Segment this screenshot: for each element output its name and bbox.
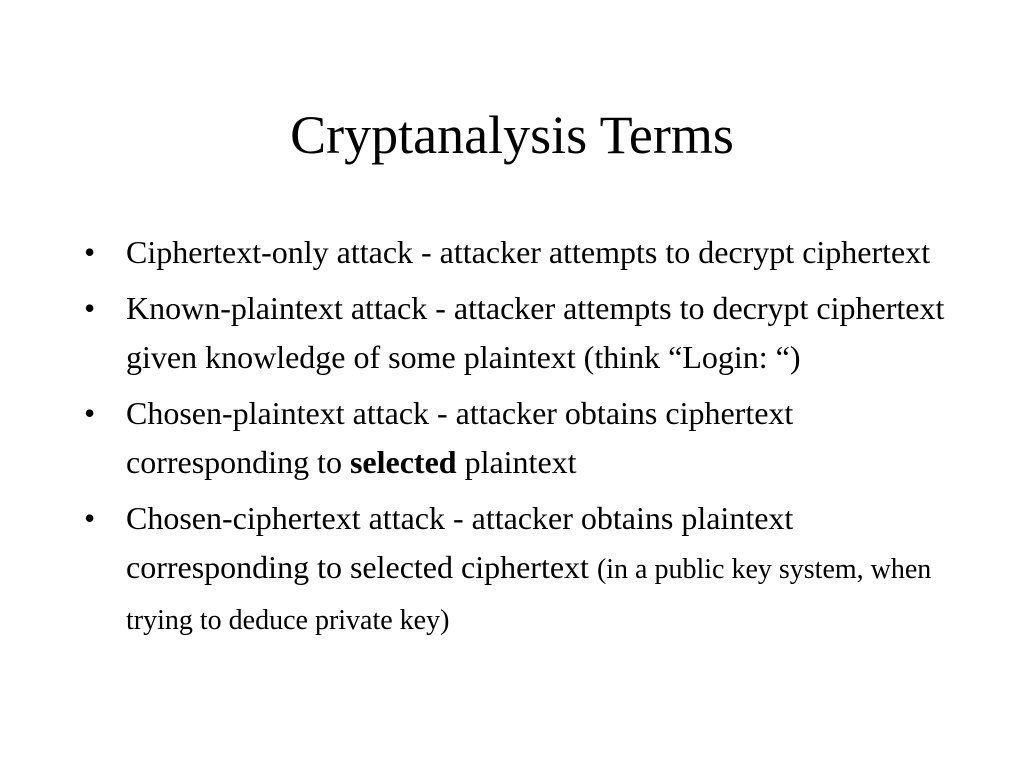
bullet-note: (in a public key system, when trying to deduce private key) — [126, 554, 932, 636]
bullet-icon: • — [84, 290, 96, 326]
bullet-icon: • — [84, 395, 96, 431]
bullet-text: Chosen-ciphertext attack - attacker obtains plaintext corresponding to selected ciphertext — [126, 500, 794, 585]
bullet-emphasis: selected — [349, 444, 457, 480]
bullet-text: Ciphertext-only attack - attacker attempts to decrypt ciphertext — [126, 234, 931, 270]
bullet-text: Known-plaintext attack - attacker attempts to decrypt ciphertext given knowledge of some plaintext (think “Login: “) — [126, 290, 945, 375]
bullet-icon: • — [84, 500, 96, 536]
bullet-list — [84, 228, 954, 652]
bullet-text-before: Chosen-plaintext attack - attacker obtains ciphertext corresponding to — [126, 395, 794, 480]
bullet-item-chosen-plaintext — [84, 389, 954, 487]
bullet-text-after: plaintext — [456, 444, 577, 480]
bullet-item-chosen-ciphertext — [84, 494, 954, 645]
bullet-item-known-plaintext — [84, 284, 954, 382]
bullet-item-ciphertext-only — [84, 228, 954, 277]
slide-title: Cryptanalysis Terms — [290, 105, 734, 165]
bullet-icon: • — [84, 234, 96, 270]
